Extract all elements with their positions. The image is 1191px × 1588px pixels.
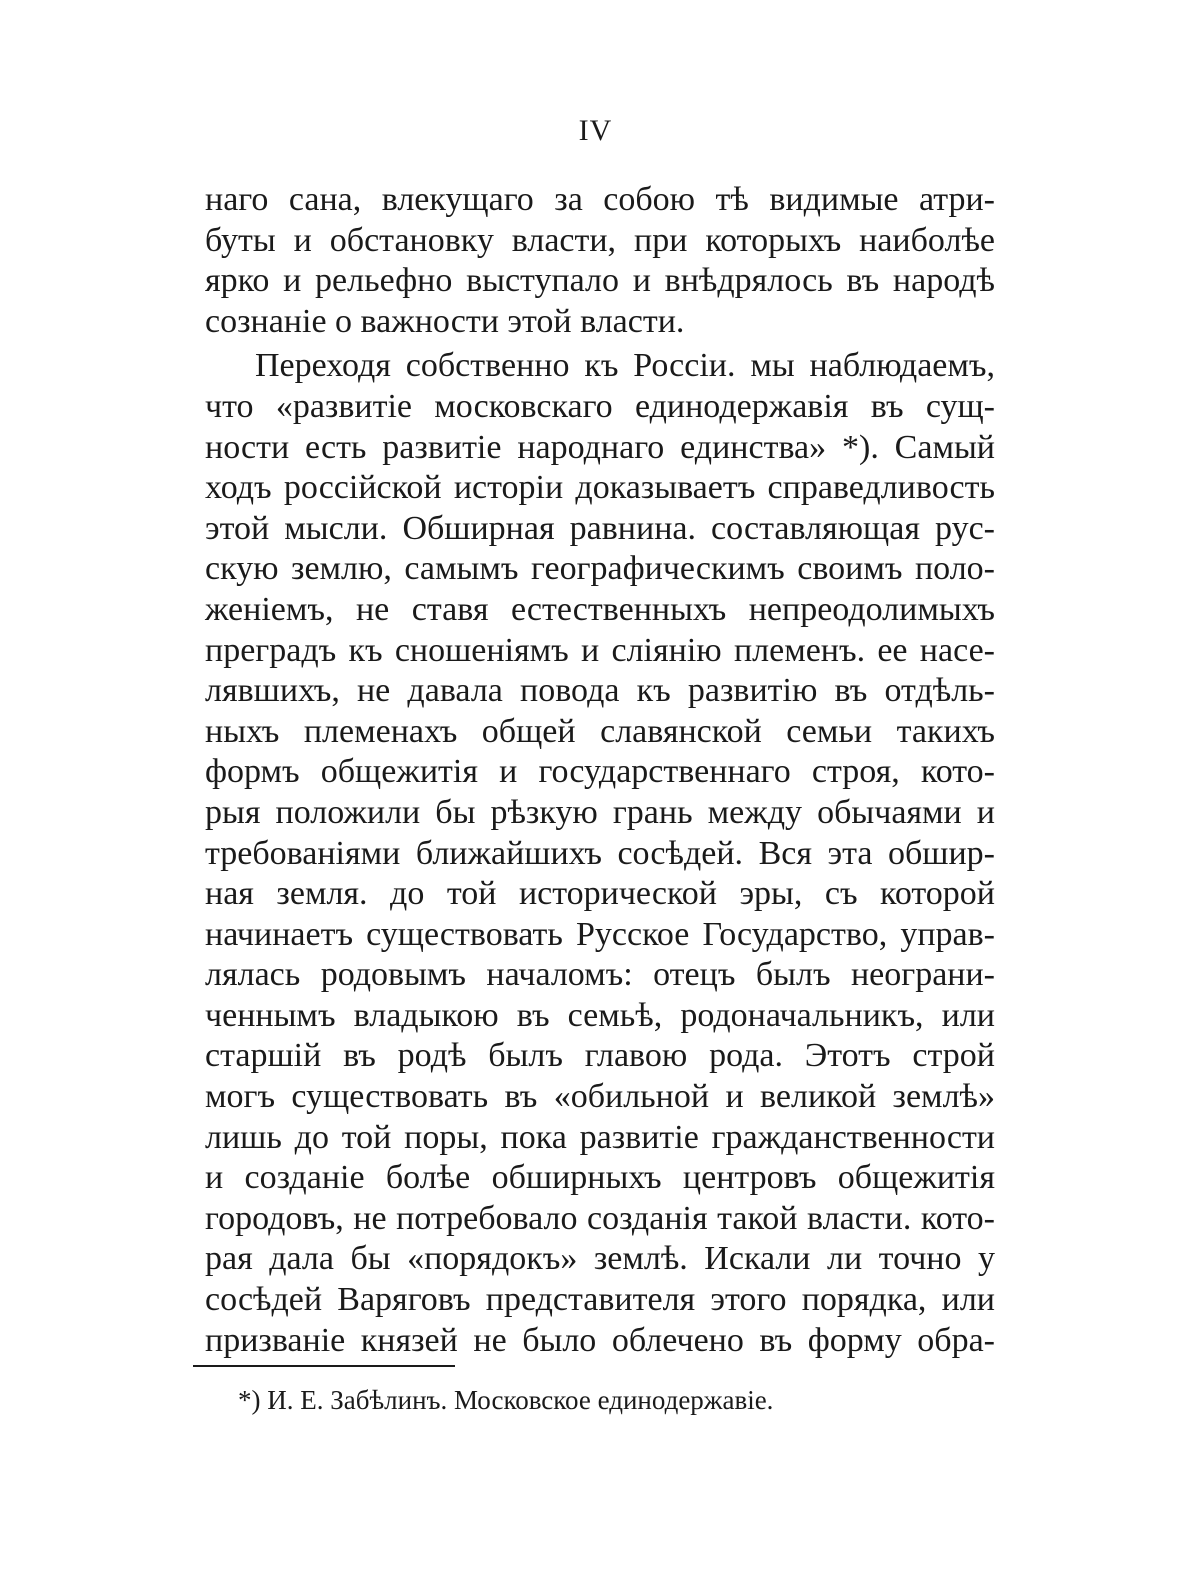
- paragraph: [205, 346, 995, 1361]
- text-line: и созданie болѣе обширныхъ центровъ общежитiя: [205, 1159, 995, 1197]
- text-line: требованiями ближайшихъ сосѣдей. Вся эта обшир-: [205, 834, 995, 872]
- body-text: [205, 180, 995, 1361]
- paragraph: [205, 180, 995, 342]
- text-line: формъ общежитiя и государственнаго строя, кото-: [205, 753, 995, 791]
- text-line: сознанie о важности этой власти.: [205, 302, 685, 340]
- text-line: лишь до той поры, пока развитiе гражданственности: [205, 1118, 995, 1156]
- text-line: преградъ къ сношенiямъ и слiянiю племенъ. ее насе-: [205, 631, 995, 669]
- text-line: ярко и рельефно выступало и внѣдрялось въ народѣ: [205, 262, 995, 300]
- text-line: рыя положили бы рѣзкую грань между обычаями и: [205, 793, 995, 831]
- text-line: рая дала бы «порядокъ» землѣ. Искали ли точно у: [205, 1240, 995, 1278]
- text-line: женiемъ, не ставя естественныхъ непреодолимыхъ: [205, 590, 995, 628]
- text-line: сосѣдей Варяговъ представителя этого порядка, или: [205, 1281, 995, 1319]
- text-line: начинаетъ существовать Русское Государство, управ-: [205, 915, 995, 953]
- text-line: ности есть развитiе народнаго единства» *). Самый: [205, 428, 995, 466]
- page-number: IV: [578, 114, 613, 147]
- text-line: ная земля. до той исторической эры, съ которой: [205, 875, 995, 913]
- text-line: наго сана, влекущаго за собою тѣ видимые атри-: [205, 181, 995, 218]
- footnote: *) И. Е. Забѣлинъ. Московское единодержавiе.: [238, 1385, 774, 1415]
- text-line: ходъ россiйской исторiи доказываетъ справедливость: [205, 469, 995, 507]
- text-line: старшiй въ родѣ былъ главою рода. Этотъ строй: [205, 1037, 995, 1075]
- text-line: ныхъ племенахъ общей славянской семьи такихъ: [205, 712, 995, 750]
- text-line: скую землю, самымъ географическимъ своимъ поло-: [205, 550, 995, 588]
- text-line: Переходя собственно къ Россiи. мы наблюдаемъ,: [255, 347, 995, 385]
- text-line: могъ существовать въ «обильной и великой землѣ»: [205, 1078, 995, 1116]
- text-line: лялась родовымъ началомъ: отецъ былъ неограни-: [205, 956, 995, 994]
- text-line: буты и обстановку власти, при которыхъ наиболѣе: [205, 221, 995, 259]
- text-line: этой мысли. Обширная равнина. составляющая рус-: [205, 509, 995, 547]
- text-line: лявшихъ, не давала повода къ развитiю въ отдѣль-: [205, 672, 995, 710]
- text-line: что «развитiе московскаго единодержавiя въ сущ-: [205, 387, 995, 425]
- text-line: ченнымъ владыкою въ семьѣ, родоначальникъ, или: [205, 996, 995, 1034]
- text-line: городовъ, не потребовало созданiя такой власти. кото-: [205, 1199, 995, 1237]
- footnote-divider: [193, 1365, 455, 1367]
- text-line: призванie князей не было облечено въ форму обра-: [205, 1321, 995, 1359]
